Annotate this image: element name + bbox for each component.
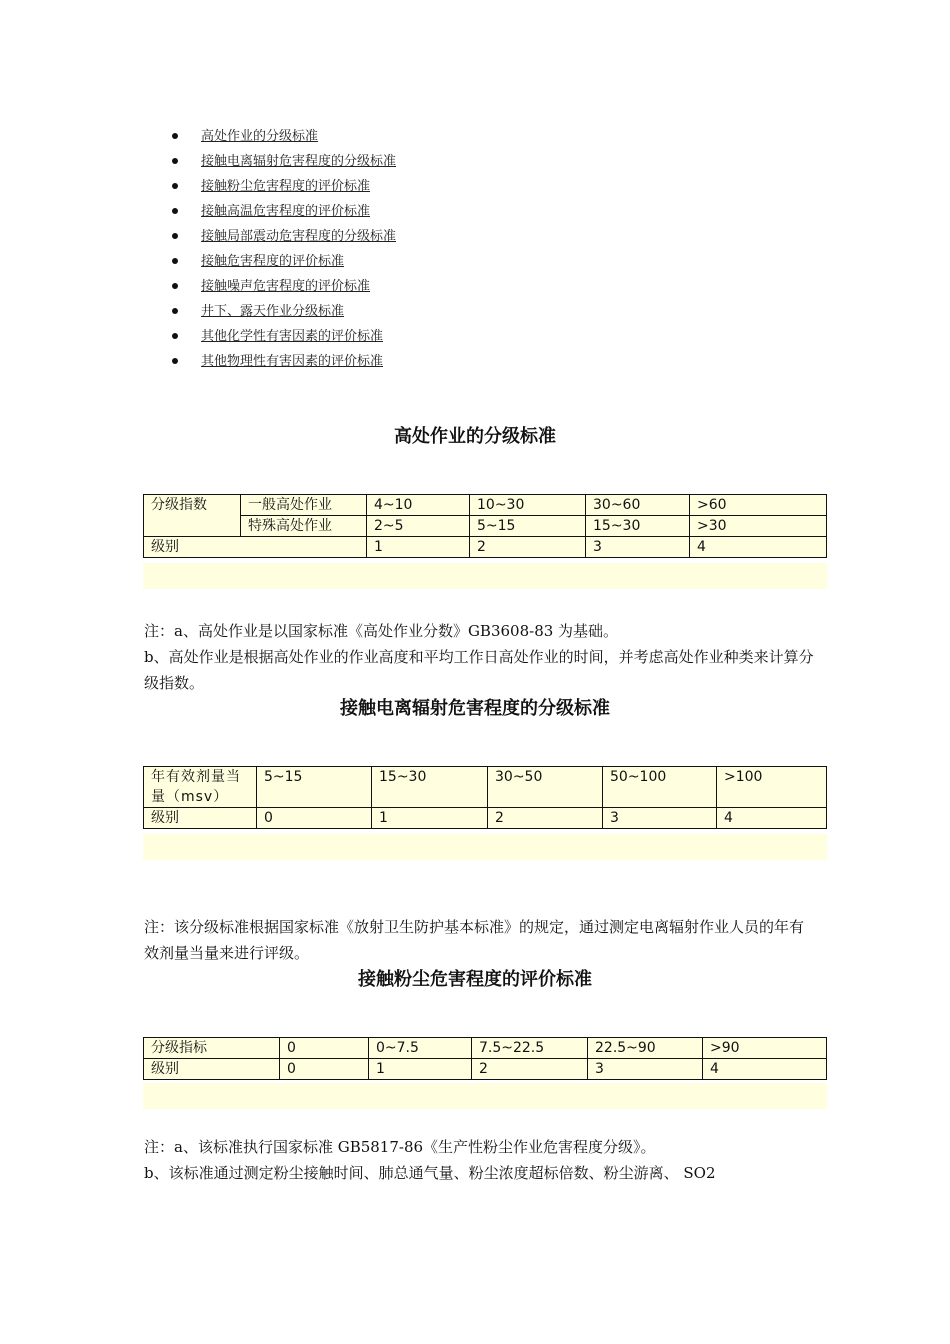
table-footer-band xyxy=(143,1083,827,1109)
note-paragraph: 注：该分级标准根据国家标准《放射卫生防护基本标准》的规定，通过测定电离辐射作业人员的年有效剂量当量来进行评级。 xyxy=(144,918,805,962)
toc-link[interactable]: 其他化学性有害因素的评价标准 xyxy=(201,329,384,344)
table-cell: >100 xyxy=(717,767,827,808)
note-paragraph: b、该标准通过测定粉尘接触时间、肺总通气量、粉尘浓度超标倍数、粉尘游离、 SO2 xyxy=(144,1164,716,1182)
bullet-icon xyxy=(172,133,178,139)
toc-link[interactable]: 其他物理性有害因素的评价标准 xyxy=(201,354,384,369)
table-cell: 22.5~90 xyxy=(588,1038,703,1059)
table-cell: 30~50 xyxy=(488,767,603,808)
table-cell: 3 xyxy=(603,808,717,829)
table-cell: 4~10 xyxy=(367,495,470,516)
section-note xyxy=(144,914,814,966)
table-cell: 1 xyxy=(372,808,488,829)
toc-link[interactable]: 接触电离辐射危害程度的分级标准 xyxy=(201,154,397,169)
table-cell: 0 xyxy=(257,808,372,829)
table-cell: 15~30 xyxy=(586,516,690,537)
table-cell: 5~15 xyxy=(470,516,586,537)
bullet-icon xyxy=(172,208,178,214)
table-cell: 30~60 xyxy=(586,495,690,516)
grade-label-cell: 级别 xyxy=(144,537,367,558)
section-title-dust: 接触粉尘危害程度的评价标准 xyxy=(358,969,592,990)
table-footer-band xyxy=(143,834,827,860)
toc-item[interactable] xyxy=(170,301,396,326)
table-cell: 1 xyxy=(369,1059,472,1080)
bullet-icon xyxy=(172,233,178,239)
table-cell: 0 xyxy=(280,1059,369,1080)
bullet-icon xyxy=(172,183,178,189)
section-note xyxy=(144,618,814,696)
bullet-icon xyxy=(172,158,178,164)
table-footer-band xyxy=(143,563,827,589)
table-cell: 3 xyxy=(588,1059,703,1080)
table-cell: >30 xyxy=(690,516,827,537)
table-cell: 4 xyxy=(717,808,827,829)
height-work-table xyxy=(143,494,827,558)
note-paragraph: b、高处作业是根据高处作业的作业高度和平均工作日高处作业的时间，并考虑高处作业种类来计算分级指数。 xyxy=(144,648,814,692)
row-header-cell: 分级指数 xyxy=(144,495,241,537)
table-cell: 5~15 xyxy=(257,767,372,808)
table-cell: 4 xyxy=(703,1059,827,1080)
radiation-table xyxy=(143,766,827,829)
toc-link[interactable]: 接触危害程度的评价标准 xyxy=(201,254,345,269)
bullet-icon xyxy=(172,258,178,264)
toc-item[interactable] xyxy=(170,351,396,376)
table-cell: 2~5 xyxy=(367,516,470,537)
table-row xyxy=(144,495,827,516)
table-cell: 2 xyxy=(472,1059,588,1080)
table-row xyxy=(144,537,827,558)
toc-item[interactable] xyxy=(170,126,396,151)
toc-item[interactable] xyxy=(170,276,396,301)
note-paragraph: 注：a、该标准执行国家标准 GB5817-86《生产性粉尘作业危害程度分级》。 xyxy=(144,1138,656,1156)
table-cell: 15~30 xyxy=(372,767,488,808)
table-cell: 2 xyxy=(488,808,603,829)
table-cell: 4 xyxy=(690,537,827,558)
toc-link[interactable]: 井下、露天作业分级标准 xyxy=(201,304,345,319)
toc-item[interactable] xyxy=(170,201,396,226)
table-row xyxy=(144,808,827,829)
table-cell: 2 xyxy=(470,537,586,558)
table-cell: >90 xyxy=(703,1038,827,1059)
row-header-cell: 年有效剂量当量（msv） xyxy=(144,767,257,808)
toc-link[interactable]: 接触粉尘危害程度的评价标准 xyxy=(201,179,371,194)
table-cell: 0 xyxy=(280,1038,369,1059)
table-cell: 10~30 xyxy=(470,495,586,516)
toc-link[interactable]: 高处作业的分级标准 xyxy=(201,129,319,144)
toc-item[interactable] xyxy=(170,176,396,201)
table-cell: 3 xyxy=(586,537,690,558)
toc-link[interactable]: 接触高温危害程度的评价标准 xyxy=(201,204,371,219)
sub-header-cell: 特殊高处作业 xyxy=(241,516,367,537)
bullet-icon xyxy=(172,358,178,364)
bullet-icon xyxy=(172,308,178,314)
toc-item[interactable] xyxy=(170,326,396,351)
grade-label-cell: 级别 xyxy=(144,808,257,829)
table-cell: >60 xyxy=(690,495,827,516)
toc-item[interactable] xyxy=(170,251,396,276)
section-title-ionizing-radiation: 接触电离辐射危害程度的分级标准 xyxy=(340,698,610,719)
toc-item[interactable] xyxy=(170,151,396,176)
row-header-cell: 分级指标 xyxy=(144,1038,280,1059)
table-row xyxy=(144,1038,827,1059)
toc-link[interactable]: 接触噪声危害程度的评价标准 xyxy=(201,279,371,294)
bullet-icon xyxy=(172,333,178,339)
dust-table xyxy=(143,1037,827,1080)
section-note xyxy=(144,1134,814,1186)
table-of-contents xyxy=(170,126,396,376)
note-paragraph: 注：a、高处作业是以国家标准《高处作业分数》GB3608-83 为基础。 xyxy=(144,622,619,640)
toc-link[interactable]: 接触局部震动危害程度的分级标准 xyxy=(201,229,397,244)
bullet-icon xyxy=(172,283,178,289)
table-cell: 1 xyxy=(367,537,470,558)
table-cell: 7.5~22.5 xyxy=(472,1038,588,1059)
section-title-height-work: 高处作业的分级标准 xyxy=(394,426,556,447)
sub-header-cell: 一般高处作业 xyxy=(241,495,367,516)
table-row xyxy=(144,767,827,808)
toc-item[interactable] xyxy=(170,226,396,251)
table-cell: 0~7.5 xyxy=(369,1038,472,1059)
table-cell: 50~100 xyxy=(603,767,717,808)
table-row xyxy=(144,516,827,537)
grade-label-cell: 级别 xyxy=(144,1059,280,1080)
table-row xyxy=(144,1059,827,1080)
